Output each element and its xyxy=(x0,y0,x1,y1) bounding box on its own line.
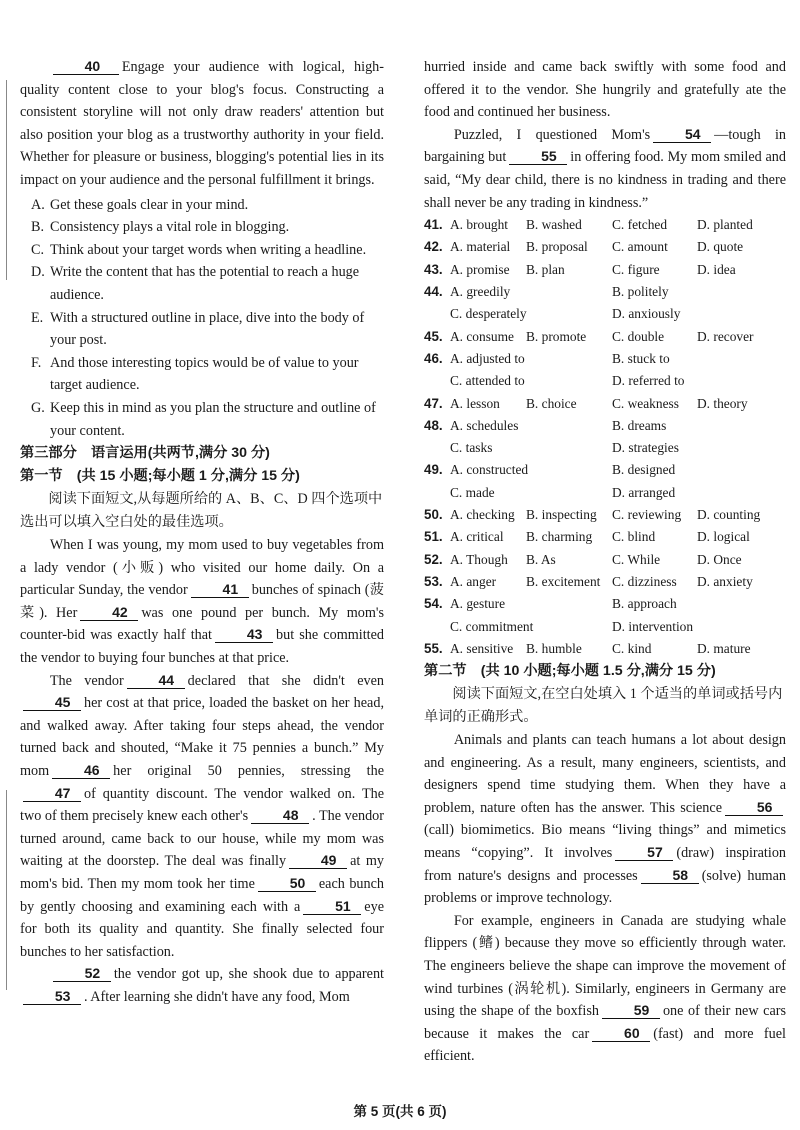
blank-55[interactable]: 55 xyxy=(509,148,567,165)
story-paragraph-4: Puzzled, I questioned Mom's 54 —tough in bargaining but 55 in offering food. My mom smiled and said, “My dear child, there is no kindness in trading and there shall never be any trading in kindness.” xyxy=(424,125,786,211)
blank-53[interactable]: 53 xyxy=(23,988,81,1005)
choice-row: 42. A. material B. proposal C. amount D. quote xyxy=(424,239,744,255)
choice-row: 48. A. schedules B. dreams xyxy=(424,417,667,433)
choice-row: C. commitment D. intervention xyxy=(450,618,694,634)
choice-row: C. desperately D. anxiously xyxy=(450,306,681,322)
choice-row: 54. A. gesture B. approach xyxy=(424,596,677,612)
blank-47[interactable]: 47 xyxy=(23,785,81,802)
choice-row: 45. A. consume B. promote C. double D. recover xyxy=(424,328,754,344)
option-e: E. With a structured outline in place, dive into the body of your post. xyxy=(31,309,365,349)
option-a: A. Get these goals clear in your mind. xyxy=(31,196,249,213)
scan-edge-line xyxy=(6,790,7,990)
story-paragraph-2: The vendor 44 declared that she didn't even45 her cost at that price, loaded the basket on her head, and walked away. After taking four steps ahead, the vendor turned back and shouted, “Make it 75 pennies a bunch.” My mom 46 her original 50 pennies, stressing the47 of quantity discount. The vendor walked on. The two of them precisely knew each other's 48 . The vendor turned around, came back to our house, while my mom was waiting at the doorstep. The deal was finally 49 at my mom's bid. Then my mom took her time 50 each bunch by gently choosing and examining each with a 51 eye for both its quality and quantity. She finally selected four bunches to her satisfaction. xyxy=(20,671,385,960)
choice-row: 41. A. brought B. washed C. fetched D. planted xyxy=(424,217,753,233)
choice-row: 43. A. promise B. plan C. figure D. idea xyxy=(424,261,736,277)
choice-row: 51. A. critical B. charming C. blind D. logical xyxy=(424,529,750,545)
option-f: F. And those interesting topics would be of value to your target audience. xyxy=(31,354,359,394)
right-column xyxy=(424,56,786,1068)
blank-56[interactable]: 56 xyxy=(725,799,783,816)
blank-49[interactable]: 49 xyxy=(289,852,347,869)
page-footer: 第 5 页(共 6 页) xyxy=(353,1104,447,1119)
part3-title: 第三部分 语言运用(共两节,满分 30 分) xyxy=(20,445,270,462)
choice-row: 50. A. checking B. inspecting C. reviewing D. counting xyxy=(424,507,761,523)
blank-51[interactable]: 51 xyxy=(303,898,361,915)
blank-41[interactable]: 41 xyxy=(191,581,249,598)
choice-row: 47. A. lesson B. choice C. weakness D. theory xyxy=(424,395,748,411)
blank-42[interactable]: 42 xyxy=(80,604,138,621)
scan-edge-line xyxy=(6,80,7,280)
blank-46[interactable]: 46 xyxy=(52,762,110,779)
choice-row: 55. A. sensitive B. humble C. kind D. mature xyxy=(424,640,751,656)
options-list xyxy=(20,192,384,443)
blank-57[interactable]: 57 xyxy=(615,844,673,861)
choice-row: 46. A. adjusted to B. stuck to xyxy=(424,350,670,366)
choice-row: 52. A. Though B. As C. While D. Once xyxy=(424,551,742,567)
blank-43[interactable]: 43 xyxy=(215,626,273,643)
blank-60[interactable]: 60 xyxy=(592,1025,650,1042)
option-g: G. Keep this in mind as you plan the structure and outline of your content. xyxy=(31,399,376,439)
choice-row: 44. A. greedily B. politely xyxy=(424,284,669,300)
section1-instructions: 阅读下面短文,从每题所给的 A、B、C、D 四个选项中选出可以填入空白处的最佳选项。 xyxy=(20,491,383,531)
section2-title: 第二节 (共 10 小题;每小题 1.5 分,满分 15 分) xyxy=(424,663,716,680)
grammar-paragraph-2: For example, engineers in Canada are studying whale flippers (鳍) because they move so efficiently through water. The engineers believe the shape can improve the movement of wind turbines (涡轮机). Similarly, engineers in Germany are using the shape of the boxfish 59 one of their new cars because it makes the car 60 (fast) and more fuel efficient. xyxy=(424,912,787,1065)
option-d: D. Write the content that has the potential to reach a huge audience. xyxy=(31,264,360,303)
story-continuation: hurried inside and came back swiftly with some food and offered it to the vendor. She hungrily and gratefully ate the food and continued her business. xyxy=(424,59,786,121)
grammar-paragraph-1: Animals and plants can teach humans a lot about design and engineering. As a result, many engineers, scientists, and designers spend time studying them. When they have a problem, nature often has the answer. This science 56(call) biomimetics. Bio means “living things” and mimetics means “copying”. It involves 57 (draw) inspiration from nature's designs and processes 58 (solve) human problems or improve technology. xyxy=(424,732,787,907)
choice-row: C. attended to D. referred to xyxy=(450,373,685,389)
choice-row: C. tasks D. strategies xyxy=(450,440,679,456)
blank-59[interactable]: 59 xyxy=(602,1002,660,1019)
blank-54[interactable]: 54 xyxy=(653,126,711,143)
choice-row: 49. A. constructed B. designed xyxy=(424,462,676,478)
blank-45[interactable]: 45 xyxy=(23,694,81,711)
story-paragraph-1: When I was young, my mom used to buy vegetables from a lady vendor (小贩) who visited our home daily. On a particular Sunday, the vendor 41 bunches of spinach (菠菜). Her 42 was one pound per bunch. My mom's counter-bid was exactly half that 43 but she committed the vendor to buying four bunches at that price. xyxy=(20,537,384,667)
blank-50[interactable]: 50 xyxy=(258,875,316,892)
blank-58[interactable]: 58 xyxy=(641,867,699,884)
left-column xyxy=(20,56,384,1009)
option-c: C. Think about your target words when writing a headline. xyxy=(31,241,367,258)
answer-choices xyxy=(424,214,786,660)
blank-52[interactable]: 52 xyxy=(53,965,111,982)
section2-instructions: 阅读下面短文,在空白处填入 1 个适当的单词或括号内单词的正确形式。 xyxy=(424,686,783,726)
story-paragraph-3: 52 the vendor got up, she shook due to apparent53 . After learning she didn't have any food, Mom xyxy=(20,963,384,1008)
choice-row: 53. A. anger B. excitement C. dizziness D. anxiety xyxy=(424,573,753,589)
blank-40[interactable]: 40 xyxy=(53,58,119,75)
q40-paragraph: 40 Engage your audience with logical, high-quality content close to your blog's focus. Constructing a consistent storyline will not only draw readers' attention but also position your blog as a trustworthy authority in your field. Whether for pleasure or business, blogging's potential lies in its impact on your audience and the personal fulfillment it brings. xyxy=(20,58,384,188)
blank-48[interactable]: 48 xyxy=(251,807,309,824)
section1-title: 第一节 (共 15 小题;每小题 1 分,满分 15 分) xyxy=(20,468,300,485)
blank-44[interactable]: 44 xyxy=(127,672,185,689)
option-b: B. Consistency plays a vital role in blogging. xyxy=(31,219,290,236)
choice-row: C. made D. arranged xyxy=(450,484,676,500)
